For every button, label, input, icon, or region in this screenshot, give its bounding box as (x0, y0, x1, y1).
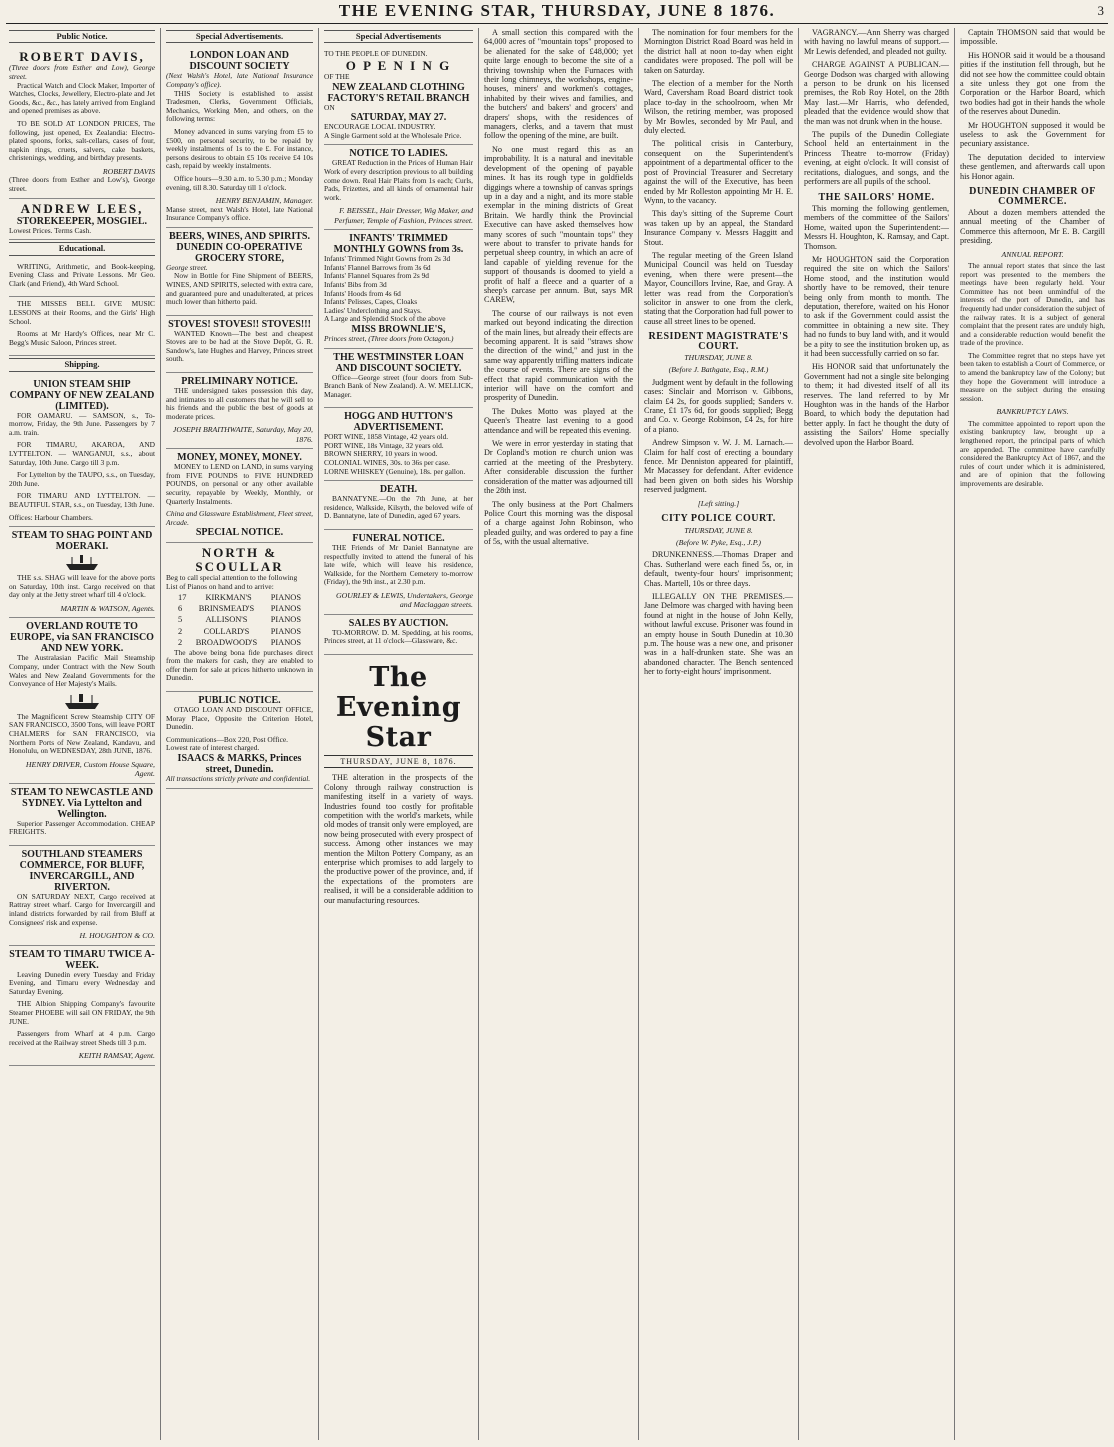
article-paragraph: This morning the following gentlemen, members of the committee of the Sailors' Home, waited upon the Superintendent:—Messrs H. Houghton, K. Ramsay, and Capt. Thomson. (804, 203, 949, 251)
ad-body: The Magnificent Screw Steamship CITY OF SAN FRANCISCO, 3500 Tons, will leave PORT CHALMERS for SAN FRANCISCO, via Northern Ports of New Zealand, Kandavu, and Honolulu, on WEDNESDAY, 28th JUNE, 1876. (9, 711, 155, 756)
ad-body: All transactions strictly private and confidential. (166, 773, 311, 783)
piano-list (166, 592, 313, 649)
ad-shag-point (9, 527, 155, 618)
leader-article: THE alteration in the prospects of the Colony through railway construction is manifesting itself in a variety of ways. Industries found too costly for profitable competition with the world's markets, while old modes of transit only were employed, are now being prosecuted with every prospect of success. Among other instances we may mention the Milton Pottery Company, as an enterprise which promises to add largely to the productive power of the province, and, if the expectations of the promoters are realised, it will be a considerable addition to our manufacturing resources. (324, 773, 473, 905)
ad-body: THE Friends of Mr Daniel Bannatyne are respectfully invited to attend the funeral of his late wife, which will leave his residence, Walkside, for the Northern Cemetery to-morrow (Friday), the 9th inst., at 2.30 p.m. (324, 543, 473, 587)
article-paragraph: Judgment went by default in the following cases: Sinclair and Morrison v. Gibbons, claim £4 2s, for goods supplied; Sanders v. Crane, £1 17s 6d, for goods supplied; Begg and Co. v. George Robinson, £4 2s, for hire of a piano. (644, 377, 793, 434)
piano-row (166, 592, 313, 603)
list-item: Infants' Bibs from 3d (324, 279, 387, 289)
ad-body: Office—George street (four doors from Sub-Branch Bank of New Zealand). A. W. MELLICK, Manager. (324, 372, 473, 399)
ad-title: DEATH. (379, 484, 418, 496)
ad-subtitle: DUNEDIN CO-OPERATIVE GROCERY STORE, (176, 241, 303, 264)
notice-death (324, 481, 473, 530)
ad-newcastle (9, 784, 155, 846)
column-6 (798, 28, 954, 1440)
article-paragraph: No one must regard this as an improbability. It is a natural and inevitable development of the opening of payable mines. It has its rough type in goldfields diggings where a township of canvas springs up in a day and a night, and its more stable exemplar in the mining districts of Great Britain. We hardly think the Provincial Executive can have asked themselves how many scores of such "mountain tops" they were about to transfer to private hands for perpetual sheep country, in which an acre of land capable of yielding revenue for the support of thousands is doomed to yield a profit of half a fleece and a quarter of a sheep's carcase per annum. But, says MR CAREW, (484, 144, 633, 305)
ad-title: PUBLIC NOTICE. (198, 695, 281, 706)
ad-title: O P E N I N G (345, 58, 452, 73)
section-before: (Before J. Bathgate, Esq., R.M.) (668, 365, 769, 375)
ad-title: STEAM TO NEWCASTLE AND SYDNEY. Via Lyttelton and Wellington. (10, 786, 154, 820)
ad-signature: KEITH RAMSAY, Agent. (78, 1051, 155, 1061)
ad-body: A Single Garment sold at the Wholesale Price. (324, 130, 462, 140)
ad-body: A Large and Splendid Stock of the above (324, 314, 446, 324)
ad-title: MONEY, MONEY, MONEY. (177, 452, 302, 464)
notice-funeral (324, 530, 473, 615)
ad-signature: JOSEPH BRAITHWAITE, Saturday, May 20, 1876. (172, 425, 313, 444)
ad-signature: HENRY BENJAMIN, Manager. (215, 196, 313, 206)
list-item: Ladies' Underclothing and Stays. (324, 305, 422, 315)
ad-body: Money advanced in sums varying from £5 to £500, on personal security, to be repaid by weekly instalments of 1s to the £. For instance, persons desirous to obtain £5 10s receive £4 10s cash, repaid by weekly instalments. (166, 126, 313, 171)
section-special-ads: Special Advertisements (324, 30, 473, 43)
ad-signature: F. BEISSEL, Hair Dresser, Wig Maker, and Perfumer, Temple of Fashion, Princes street. (334, 206, 473, 225)
ad-signature: ROBERT DAVIS (102, 166, 155, 176)
piano-kind: PIANOS (270, 615, 301, 625)
piano-kind: PIANOS (270, 604, 301, 613)
ad-body: THE Albion Shipping Company's favourite Steamer PHOEBE will sail ON FRIDAY, the 9th JUNE. (9, 999, 155, 1026)
list-item: Infants' Hoods from 4s 6d (324, 288, 401, 298)
masthead-title: THE EVENING STAR, THURSDAY, JUNE 8 1876. (338, 1, 776, 20)
ad-body: Communications—Box 220, Post Office. (166, 734, 289, 744)
ad-signature: GOURLEY & LEWIS, Undertakers, George and Maclaggan streets. (335, 591, 473, 610)
piano-qty: 6 (178, 604, 183, 613)
piano-qty: 5 (178, 615, 183, 625)
article-paragraph: The Dukes Motto was played at the Queen's Theatre last evening to a good attendance and will be repeated this evening. (484, 406, 633, 435)
ad-address: Offices: Harbour Chambers. (9, 512, 93, 522)
section-heading: CITY POLICE COURT. (661, 513, 776, 525)
ad-date: SATURDAY, MAY 27. (350, 112, 447, 124)
article-paragraph: CHARGE AGAINST A PUBLICAN.—George Dodson was charged with allowing a person to be drunk on his licensed premises, the Rob Roy Hotel, on the 28th May last.—Mr Harris, who defended, pleaded that the evidence would show that the man was not drunk when in the house. (804, 60, 949, 126)
ad-title: FUNERAL NOTICE. (352, 533, 445, 545)
section-heading: RESIDENT MAGISTRATE'S COURT. (648, 331, 789, 352)
article-paragraph: The pupils of the Dunedin Collegiate School held an entertainment in the Princess Theatre to-morrow (Friday) evening, at eight o'clock. It will consist of recitations, dialogues, and songs, and the performers are all pupils of the school. (804, 130, 949, 187)
article-paragraph: His HONOR said it would be a thousand pities if the institution fell through, but he did not see how the committee could obtain a site unless they got one from the Corporation or the Harbor Board, which two bodies had got in their hands the whole of the reserves about Dunedin. (960, 50, 1105, 117)
ad-subtitle: SPECIAL NOTICE. (195, 527, 284, 539)
column-3 (318, 28, 478, 1440)
ad-body: TO-MORROW. D. M. Spedding, at his rooms, Princes street, at 11 o'clock—Glassware, &c. (324, 627, 473, 646)
piano-maker: COLLARD'S (203, 626, 250, 636)
ad-body: THE undersigned takes possession this day, and intimates to all customers that he will sell to his friends and the public the best of goods at moderate prices. (166, 386, 313, 421)
article-paragraph: The committee appointed to report upon the existing bankruptcy law, brought up a lengthened report, the principal parts of which are appended. The committee have carefully considered the Bankruptcy Act of 1867, and the rules of court under which it is administered, and are of opinion that the following improvements are desirable. (960, 418, 1105, 488)
ad-signature: HENRY DRIVER, Custom House Square, Agent. (25, 759, 155, 779)
piano-maker: KIRKMAN'S (205, 592, 252, 602)
ad-body: FOR OAMARU. — SAMSON, s., To-morrow, Friday, the 9th June. Passengers by 7 a.m. train. (9, 410, 155, 437)
ad-nz-clothing (324, 47, 473, 145)
article-paragraph: The only business at the Port Chalmers Police Court this morning was the disposal of a charge against John Robinson, who pleaded guilty, and was ordered to pay a fine of 5s, with the usual alternative. (484, 499, 633, 547)
ad-body: WANTED Known—The best and cheapest Stoves are to be had at the Stove Depôt, G. R. Sandow's, late Hughes and Harvey, Princes street south. (166, 328, 313, 364)
article-paragraph: Andrew Simpson v. W. J. M. Larnach.—Claim for half cost of erecting a boundary fence. Mr Denniston appeared for plaintiff, Mr Macassey for defendant. After evidence had been given on both sides his Worship reserved judgment. (644, 438, 793, 495)
ad-signature: H. HOUGHTON & CO. (79, 931, 155, 941)
article-paragraph: The deputation decided to interview these gentlemen, and afterwards call upon his Honor again. (960, 152, 1105, 181)
piano-kind: PIANOS (270, 626, 301, 636)
ad-union-steamship (9, 376, 155, 528)
ad-body: Lowest rate of interest charged. (166, 743, 260, 753)
ad-title: BEERS, WINES, AND SPIRITS. (169, 230, 310, 242)
article-paragraph: The Committee regret that no steps have yet been taken to establish a Court of Commerce, or to amend the bankruptcy law of the Colony; but they hope the Government will introduce a measure on the subject during the ensuing session. (960, 350, 1105, 403)
ad-andrew-lees (9, 199, 155, 241)
article-paragraph: The course of our railways is not even marked out beyond indicating the direction of the main lines, but already their effects are becoming apparent. It is said "straws show the direction of the wind," and just in the same way apparently trifling matters indicate the course of events. There are signs of the effect that rapid communication with the interior will have on the comfort and prosperity of Dunedin. (484, 308, 633, 403)
article-paragraph: His HONOR said that unfortunately the Government had not a single site belonging to them; it had divested itself of all its reserves. The land referred to by Mr Houghton was in the hands of the Harbor Board, to which body the deputation had better apply. In fact he thought the duty of assisting the Sailors' Home specially devolved upon the Harbor Board. (804, 362, 949, 447)
ad-body: THE s.s. SHAG will leave for the above ports on Saturday, 10th inst. Cargo received on that day only at the Jetty street wharf till 4 o'clock. (9, 573, 155, 600)
section-special-ads: Special Advertisements. (166, 30, 313, 43)
section-subheading: ANNUAL REPORT. (1001, 249, 1064, 259)
ad-title: THE WESTMINSTER LOAN AND DISCOUNT SOCIETY. (333, 351, 464, 374)
section-shipping: Shipping. (9, 358, 155, 371)
paper-dateline: THURSDAY, JUNE 8, 1876. (324, 755, 473, 768)
ad-robert-davis (9, 47, 155, 198)
piano-qty: 2 (178, 626, 183, 636)
list-item: COLONIAL WINES, 30s. to 36s per case. (324, 458, 450, 468)
ad-address: George street. (166, 262, 208, 272)
piano-row (166, 614, 313, 625)
article-paragraph: The regular meeting of the Green Island Municipal Council was held on Tuesday evening, when there were present—the Mayor, Councillors Irvine, Rae, and Gray. A letter was read from the Corporation's solicitor in answer to one from the clerk, stating that the Corporation had full power to cause all street lines to be opened. (644, 250, 793, 326)
article-paragraph: DRUNKENNESS.—Thomas Draper and Chas. Sutherland were each fined 5s, or, in default, twenty-four hours' imprisonment; Chas. Martell, 10s or three days. (644, 550, 793, 588)
ad-body: Office hours—9.30 a.m. to 5.30 p.m.; Monday evening, till 8.30. Saturday till 1 o'clock. (166, 173, 313, 192)
ad-body: THE MISSES BELL GIVE MUSIC LESSONS at their Rooms, and the Girls' High School. (9, 299, 155, 326)
ad-signature: MISS BROWNLIE'S, (351, 323, 446, 335)
ad-body: FOR TIMARU, AKAROA, AND LYTTELTON. — WANGANUI, s.s., about Saturday, 10th June. Cargo till 3 p.m. (9, 440, 155, 467)
section-date: THURSDAY, JUNE 8. (684, 525, 753, 535)
section-subheading: BANKRUPTCY LAWS. (996, 407, 1069, 417)
section-public-notice: Public Notice. (9, 30, 155, 43)
ad-north-scoullar (166, 543, 313, 692)
ad-body: The Australasian Pacific Mail Steamship Company, under Contract with the New South Wales and New Zealand Governments for the Conveyance of Her Majesty's Mails. (9, 653, 155, 689)
ad-hogg-hutton (324, 408, 473, 481)
piano-row (166, 603, 313, 614)
ad-body: FOR TIMARU AND LYTTELTON. — BEAUTIFUL STAR, s.s., on Tuesday, 13th June. (9, 491, 155, 510)
ad-otago-loan (166, 692, 313, 789)
ad-body: OF THE (324, 72, 350, 81)
ad-infants-gowns (324, 230, 473, 348)
ad-body: Now in Bottle for Fine Shipment of BEERS, WINES, AND SPIRITS, selected with extra care, and guaranteed pure and unadulterated, at prices much lower than hitherto paid. (166, 271, 313, 307)
ad-body: ENCOURAGE LOCAL INDUSTRY. (324, 122, 436, 132)
piano-maker: ALLISON'S (205, 615, 248, 625)
list-item: PORT WINE, 1858 Vintage, 42 years old. (324, 432, 449, 442)
ad-body: Superior Passenger Accommodation. CHEAP FREIGHTS. (9, 818, 155, 837)
ad-title: SALES BY AUCTION. (348, 617, 449, 629)
ad-signature: MARTIN & WATSON, Agents. (60, 604, 155, 613)
ad-title: OVERLAND ROUTE TO EUROPE, via SAN FRANCISCO AND NEW YORK. (10, 621, 154, 655)
piano-row (166, 626, 313, 637)
ad-subtitle: STOREKEEPER, MOSGIEL. (16, 215, 148, 227)
ad-body: List of Pianos on hand and to arrive: (166, 582, 274, 591)
ad-body: Practical Watch and Clock Maker, Importer of Watches, Clocks, Jewellery, Electro-plate and Jet Goods, &c., &c., has lately arrived from England and opened premises as above. (9, 80, 155, 116)
ad-title: LONDON LOAN AND DISCOUNT SOCIETY (189, 50, 290, 73)
section-before: (Before W. Pyke, Esq., J.P.) (675, 537, 761, 547)
ad-body: TO BE SOLD AT LONDON PRICES, The following, just opened, Ex Zealandia: Electro-plated spoons, forks, salt-cellars, cases of four, napkin rings, cruets, salvers, cake baskets, christenings, wedding, and birthday presents. (9, 118, 155, 163)
ad-title: STEAM TO SHAG POINT AND MOERAKI. (11, 530, 153, 553)
piano-qty: 17 (178, 592, 187, 602)
article-paragraph: This day's sitting of the Supreme Court was taken up by an appeal, the Standard Insurance Company v. Messrs Haggitt and Stout. (644, 209, 793, 247)
ad-body: Rooms at Mr Hardy's Offices, near Mr C. Begg's Music Saloon, Princes street. (9, 329, 155, 347)
piano-maker: BRINSMEAD'S (198, 604, 255, 613)
ad-body: MONEY to LEND on LAND, in sums varying from FIVE POUNDS to FIVE HUNDRED POUNDS, on personal or any other available security, repayable by Weekly, Monthly, or Quarterly Instalments. (166, 462, 313, 506)
masthead-rule (6, 23, 1108, 24)
ad-title: PRELIMINARY NOTICE. (181, 376, 298, 388)
ad-signature: ISAACS & MARKS, Princes street, Dunedin. (177, 752, 302, 775)
ad-grocery-store (166, 228, 313, 316)
steamship-icon (62, 693, 102, 711)
masthead (0, 0, 1114, 24)
section-date: THURSDAY, JUNE 8. (684, 353, 753, 362)
ad-title: UNION STEAM SHIP COMPANY OF NEW ZEALAND (LIMITED). (9, 378, 155, 412)
ad-preliminary-notice (166, 373, 313, 449)
ad-title: STEAM TO TIMARU TWICE A-WEEK. (9, 948, 155, 971)
article-paragraph: The political crisis in Canterbury, consequent on the Superintendent's appointment of a departmental officer to the post of Provincial Treasurer and Secretary against the will of the Executive, has been ended by Mr Rolleston appointing Mr H. E. Wynn, to the vacancy. (644, 139, 793, 205)
ad-title: STOVES! STOVES!! STOVES!!! (168, 318, 311, 330)
column-5 (638, 28, 798, 1440)
ad-subtitle: NEW ZEALAND CLOTHING FACTORY'S RETAIL BRANCH (327, 81, 470, 104)
ad-title: ANDREW LEES, (20, 200, 144, 216)
ad-writing-lessons (9, 260, 155, 298)
article-paragraph: A small section this compared with the 64,000 acres of "mountain tops" proposed to be alienated for the sake of £48,000; yet quite large enough to become the site of a thriving township when the Furnaces with their long chimneys, the workshops, engine-houses, miners' and workmen's cottages, inhabited by their wives and families, and the butchers' and bakers' and grocers' and drapers' shops, with the residences of managers, clerks, and a tavern that must follow the opening of the mine, are built. (484, 28, 633, 141)
column-1 (4, 28, 160, 1440)
ad-title: SOUTHLAND STEAMERS (21, 848, 143, 860)
ad-subtitle: (Three doors from Esther and Low), George street. (9, 63, 155, 81)
list-item: LORNE WHISKEY (Genuine), 18s. per gallon. (324, 466, 466, 476)
ad-body: Lowest Prices. Terms Cash. (9, 225, 92, 235)
list-item: BROWN SHERRY, 10 years in wood. (324, 449, 438, 459)
ad-subtitle: COMMERCE, FOR BLUFF, INVERCARGILL, AND RIVERTON. (19, 859, 145, 893)
ad-address: (Three doors from Esther and Low's), George street. (9, 175, 155, 193)
article-paragraph: The nomination for four members for the Mornington District Road Board was held in the district hall at noon to-day when eight candidates were proposed. The poll will be taken on Saturday. (644, 28, 793, 75)
article-paragraph: Captain THOMSON said that would be impossible. (960, 28, 1105, 47)
list-item: PORT WINE, 18s Vintage, 32 years old. (324, 440, 444, 450)
article-paragraph: The election of a member for the North Ward, Caversham Road Board district took place to-day in the schoolroom, when Mr Wilson, the retiring member, was proposed by Mr Bowles, seconded by Mr Paul, and duly elected. (644, 79, 793, 136)
list-item: Infants' Flannel Squares from 2s 9d (324, 271, 429, 281)
steamship-icon (62, 554, 102, 572)
ad-body: For Lyttelton by the TAUPO, s.s., on Tuesday, 20th June. (9, 470, 155, 488)
column-2 (160, 28, 318, 1440)
section-educational: Educational. (9, 242, 155, 255)
article-paragraph: About a dozen members attended the annual meeting of the Chamber of Commerce this afternoon, Mr E. B. Cargill presiding. (960, 207, 1105, 246)
ad-title: INFANTS' TRIMMED MONTHLY GOWNS from 3s. (333, 233, 464, 256)
ad-westminster (324, 349, 473, 409)
section-heading: DUNEDIN CHAMBER OF COMMERCE. (969, 186, 1096, 207)
ad-address: Princes street, (Three doors from Octagon.) (324, 333, 454, 343)
piano-maker: BROADWOOD'S (195, 638, 258, 648)
article-paragraph: The annual report states that since the last report was presented to the members the meetings have been regularly held. Your Committee has not been unmindful of the interests of the port of Dunedin, and has frequently had under consideration the subject of the railway rates. It is a subject of general complaint that the present rates are unduly high, and a considerable reduction would benefit the trade of the province. (960, 260, 1105, 348)
ad-london-loan (166, 47, 313, 227)
column-7 (954, 28, 1110, 1440)
piano-qty: 2 (178, 638, 183, 648)
ad-overland-route (9, 618, 155, 783)
ad-body: ON SATURDAY NEXT, Cargo received at Rattray street wharf. Cargo for Invercargill and inland districts forwarded by rail from Bluff at Consignees' risk and expense. (9, 891, 155, 927)
ad-body: GREAT Reduction in the Prices of Human Hair Work of every description previous to all building come down. Real Hair Plaits from 1s each; Curls, Pads, Frizettes, and all kinds of ornamental hair work. (324, 158, 473, 202)
ad-timaru-twice (9, 946, 155, 1066)
ad-body: Leaving Dunedin every Tuesday and Friday Evening, and Timaru every Wednesday and Saturday Evening. (9, 969, 155, 996)
piano-kind: PIANOS (270, 638, 301, 648)
list-item: Infants' Trimmed Night Gowns from 2s 3d (324, 254, 451, 264)
list-item: Infants' Pelisses, Capes, Cloaks (324, 297, 418, 307)
article-paragraph: We were in error yesterday in stating that Dr Copland's motion re church union was carried at the meeting of the Presbytery. After considerable discussion the further consideration of the matter was adjourned till the 28th inst. (484, 439, 633, 496)
ad-body: WRITING, Arithmetic, and Book-keeping, Evening Class and Private Lessons. Mr Geo. Clark (and Friend), 4th Ward School. (9, 261, 155, 288)
ad-title: NORTH & SCOULLAR (195, 545, 284, 575)
ad-body: ON (324, 102, 335, 112)
section-heading: THE SAILORS' HOME. (818, 191, 935, 203)
ad-body: BANNATYNE.—On the 7th June, at her residence, Walkside, Kilsyth, the beloved wife of D. Bannatyne, late of Dunedin, aged 67 years. (324, 494, 473, 521)
ad-body: OTAGO LOAN AND DISCOUNT OFFICE, Moray Place, Opposite the Criterion Hotel, Dunedin. (166, 705, 313, 732)
piano-kind: PIANOS (270, 592, 301, 602)
ad-southland (9, 846, 155, 946)
ad-body: Beg to call special attention to the following (166, 573, 298, 583)
piano-row (166, 637, 313, 648)
list-item: Infants' Flannel Barrows from 3s 6d (324, 262, 431, 272)
ad-subtitle: TO THE PEOPLE OF DUNEDIN. (324, 49, 428, 59)
ad-title: HOGG AND HUTTON'S ADVERTISEMENT. (344, 411, 453, 434)
ad-title: ROBERT DAVIS, (19, 49, 145, 65)
article-paragraph: Mr HOUGHTON supposed it would be useless to ask the Government for pecuniary assistance. (960, 120, 1105, 149)
ad-title: NOTICE TO LADIES. (349, 148, 448, 160)
column-4 (478, 28, 638, 1440)
ad-body: The above being bona fide purchases direct from the makers for cash, they are enabled to offer them for sale at prices hitherto unknown in Dunedin. (166, 647, 313, 683)
ad-body: THIS Society is established to assist Tradesmen, Clerks, Government Officials, Mechanics, Working Men, and others, on the following terms: (166, 88, 313, 124)
ad-stoves (166, 316, 313, 373)
article-paragraph: Mr HOUGHTON said the Corporation required the site on which the Sailors' Home stood, and the institution would shortly have to be removed, their tenure being only from month to month. The deputation, therefore, waited on his Honor to ask if the Government could assist the committee in obtaining a new site. They had no funds to buy land with, and it would be a pity to see the institution broken up, as it had been successfully carried on so far. (804, 254, 949, 358)
ad-address: China and Glassware Establishment, Fleet street, Arcade. (166, 509, 313, 527)
article-paragraph: VAGRANCY.—Ann Sherry was charged with having no lawful means of support.—Mr Lewis defended, and pleaded not guilty. (804, 28, 949, 56)
ad-money (166, 449, 313, 543)
ad-body: Passengers from Wharf at 4 p.m. Cargo received at the Railway street Sheds till 3 p.m. (9, 1029, 155, 1047)
ad-notice-ladies (324, 145, 473, 230)
ad-address: Manse street, next Walsh's Hotel, late National Insurance Company's office. (166, 204, 313, 223)
paper-masthead: The Evening Star (335, 662, 462, 753)
sales-by-auction (324, 615, 473, 655)
ad-subtitle: (Next Walsh's Hotel, late National Insurance Company's office). (166, 71, 313, 89)
ad-misses-bell (9, 297, 155, 356)
section-note: [Left sitting.] (697, 498, 740, 508)
page-number: 3 (1097, 3, 1104, 18)
article-paragraph: ILLEGALLY ON THE PREMISES.—Jane Delmore was charged with having been found at night in the house of John Kelly, without lawful excuse. Prisoner was found in an empty house in South Dunedin at 10.30 p.m. The house was a new one, and prisoner was in a half-drunken state. She was an abandoned character. The Bench sentenced her to forty-eight hours' imprisonment. (644, 591, 793, 677)
